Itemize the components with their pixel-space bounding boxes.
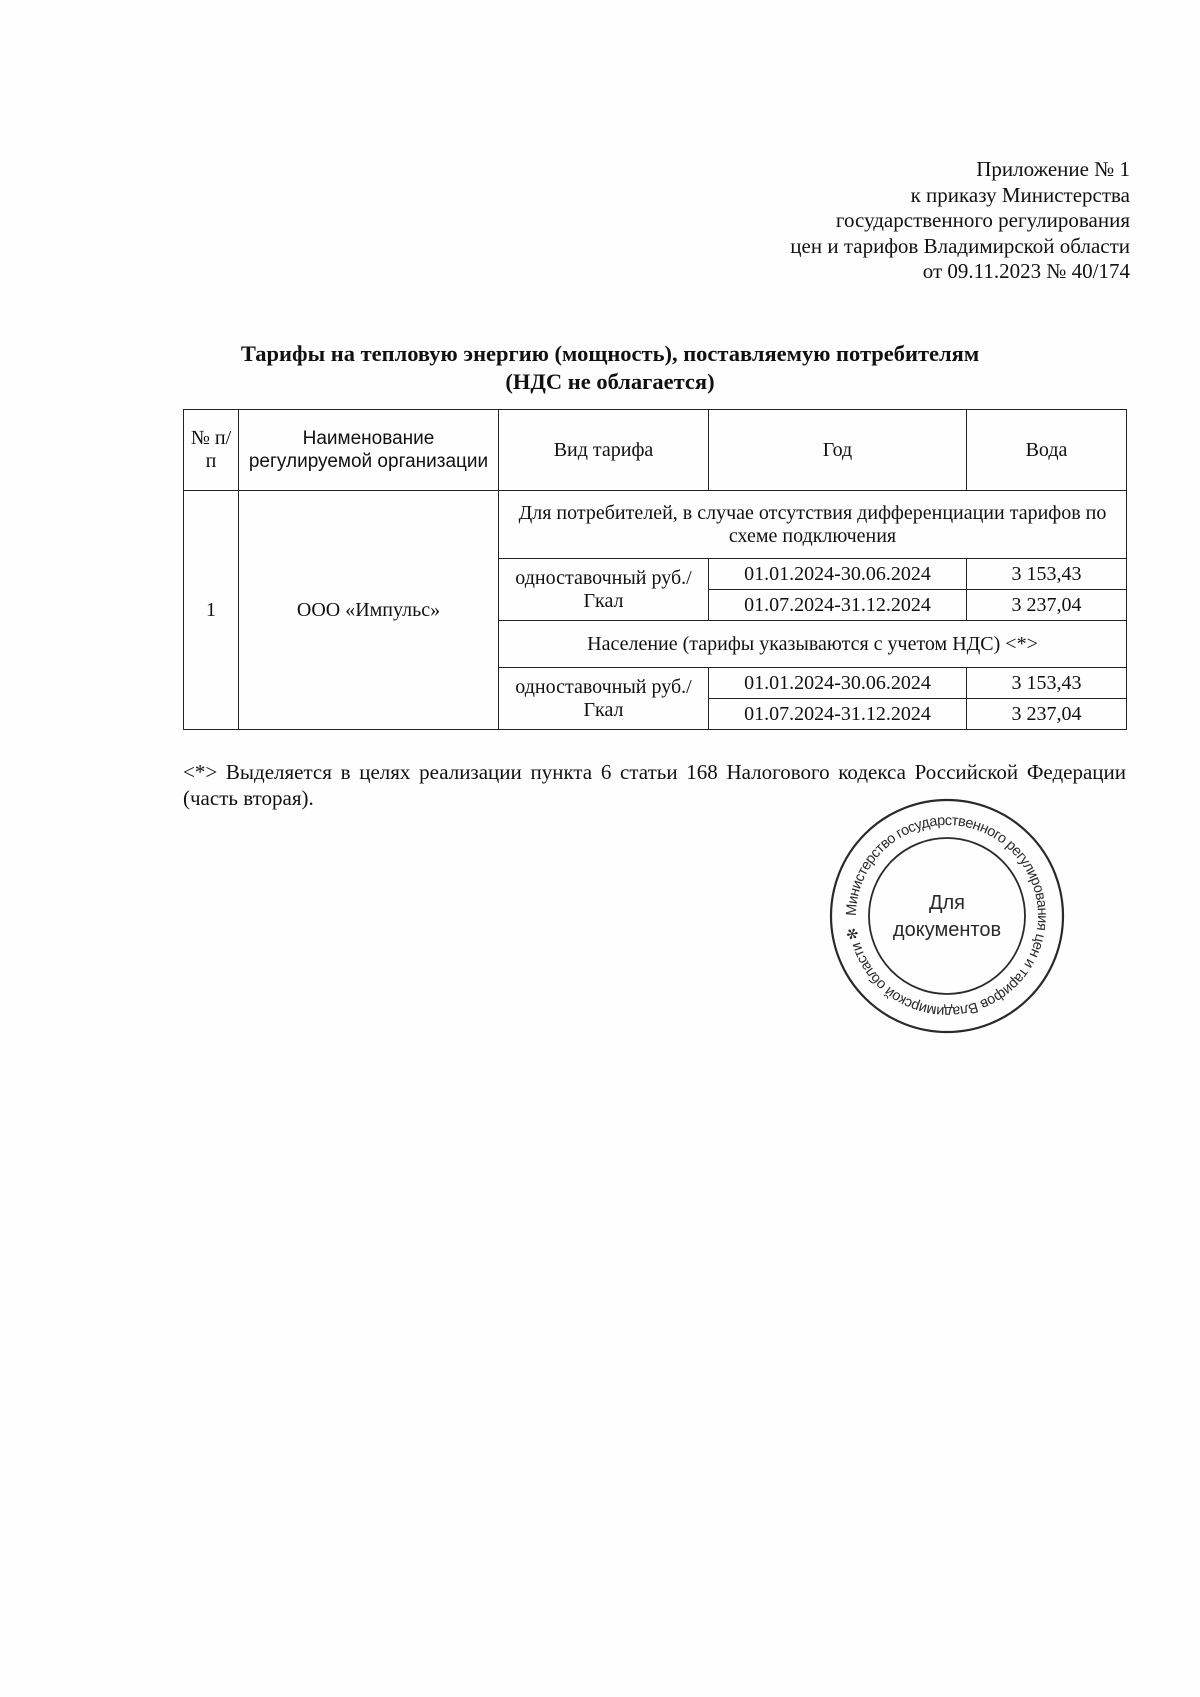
document-title (180, 340, 1040, 396)
annex-header (790, 157, 1130, 285)
header-tariff-type: Вид тарифа (499, 410, 709, 491)
group1-label: Для потребителей, в случае отсутствия дифференциации тарифов по схеме подключения (499, 491, 1127, 559)
group1-value-2: 3 237,04 (967, 590, 1127, 621)
table-row (184, 491, 1127, 559)
annex-line-1: Приложение № 1 (976, 157, 1130, 181)
table-header-row (184, 410, 1127, 491)
header-year: Год (709, 410, 967, 491)
group2-value-2: 3 237,04 (967, 699, 1127, 730)
row-num: 1 (184, 491, 239, 730)
annex-line-2: к приказу Министерства (910, 182, 1130, 207)
group2-value-1: 3 153,43 (967, 668, 1127, 699)
title-line-1: Тарифы на тепловую энергию (мощность), поставляемую потребителям (240, 341, 980, 366)
tariff-table (183, 409, 1127, 730)
annex-line-4: цен и тарифов Владимирской области (790, 233, 1130, 258)
stamp-ring-text: Министерство государственного регулирования цен и тарифов Владимирской области ✻ (843, 812, 1051, 1020)
stamp-center-line-1: Для (928, 892, 966, 914)
group1-period-2: 01.07.2024-31.12.2024 (709, 590, 967, 621)
header-org: Наименование регулируемой организации (239, 410, 499, 491)
row-org: ООО «Импульс» (239, 491, 499, 730)
stamp-outer-ring (831, 800, 1063, 1032)
annex-line-3: государственного регулирования (835, 208, 1130, 232)
group2-period-1: 01.01.2024-30.06.2024 (709, 668, 967, 699)
footnote: <*> Выделяется в целях реализации пункта 6 статьи 168 Налогового кодекса Российской Федерации (часть вторая). (183, 760, 1126, 810)
header-water: Вода (967, 410, 1127, 491)
header-num: № п/п (184, 410, 239, 491)
group2-period-2: 01.07.2024-31.12.2024 (709, 699, 967, 730)
stamp-inner-ring (869, 838, 1025, 994)
title-line-2: (НДС не облагается) (505, 369, 715, 394)
group1-tariff-type: одноставочный руб./Гкал (499, 559, 709, 621)
group1-value-1: 3 153,43 (967, 559, 1127, 590)
annex-line-5: от 09.11.2023 № 40/174 (922, 259, 1130, 283)
group1-period-1: 01.01.2024-30.06.2024 (709, 559, 967, 590)
stamp-center-line-2: документов (892, 919, 1002, 941)
stamp-seal (827, 796, 1067, 1036)
group2-label: Население (тарифы указываются с учетом НДС) <*> (499, 621, 1127, 668)
group2-tariff-type: одноставочный руб./Гкал (499, 668, 709, 730)
